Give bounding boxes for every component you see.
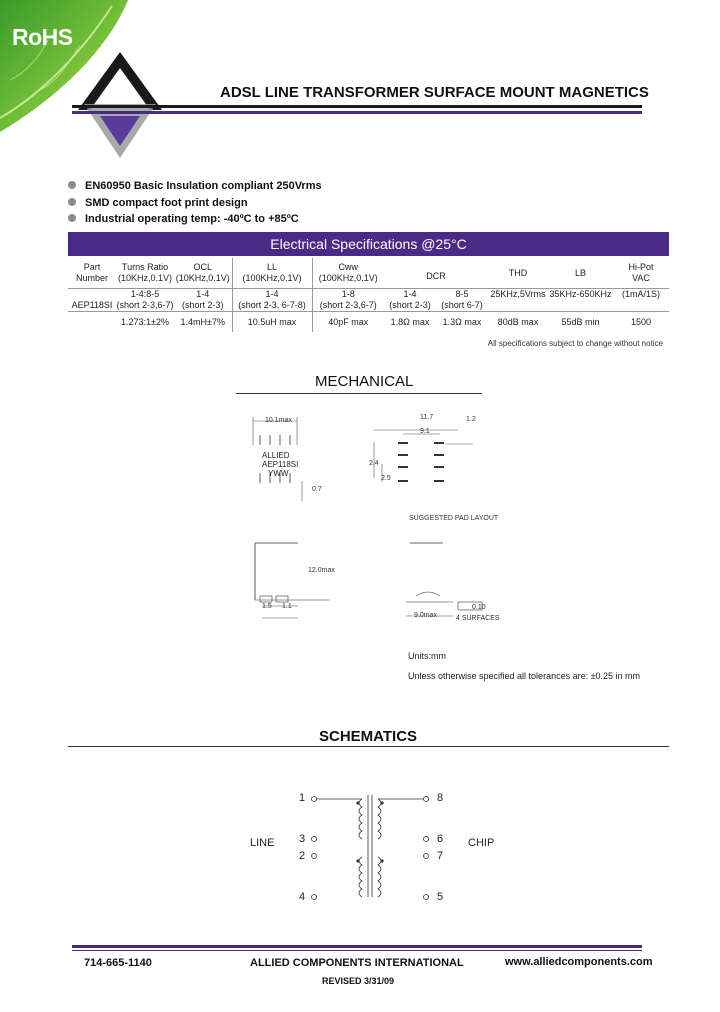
footer-company: ALLIED COMPONENTS INTERNATIONAL	[250, 957, 464, 969]
dim-label: 1.2	[466, 416, 476, 423]
pad-layout-caption: SUGGESTED PAD LAYOUT	[409, 515, 499, 522]
dim-label: 11.7	[420, 414, 434, 421]
units-note: Units:mm	[408, 651, 446, 661]
pin-label: 8	[437, 792, 444, 804]
spec-table-title: Electrical Specifications @25°C	[68, 232, 669, 256]
schematics-divider	[68, 746, 669, 747]
footer-website[interactable]: www.alliedcomponents.com	[505, 956, 653, 968]
dim-label: 12.0max	[308, 567, 335, 574]
bullet-icon	[68, 214, 76, 222]
dim-label: 1.5	[262, 603, 272, 610]
part-marking: ALLIED AEP118SI YWW	[262, 451, 299, 478]
spec-value-row: 1.273:1±2% 1.4mH±7% 10.5uH max 40pF max 1.8Ω max 1.3Ω max 80dB max 55dB min 1500	[68, 312, 669, 333]
dim-label: 2.5	[381, 475, 391, 482]
pin-label: 1	[299, 792, 306, 804]
chip-label: CHIP	[468, 837, 495, 849]
pin-label: 2	[299, 850, 306, 862]
dim-label: 9.0max	[414, 612, 437, 619]
pin-label: 3	[299, 833, 306, 845]
feature-item: Industrial operating temp: -40ºC to +85ºC	[68, 213, 299, 225]
pin-label: 6	[437, 833, 444, 845]
title-divider	[72, 105, 642, 108]
side-view-drawing	[250, 538, 340, 623]
mechanical-divider	[236, 393, 482, 394]
allied-logo-icon	[70, 46, 170, 158]
rohs-label: RoHS	[12, 24, 73, 50]
footer-revised: REVISED 3/31/09	[322, 976, 395, 986]
bullet-icon	[68, 181, 76, 189]
line-label: LINE	[250, 837, 275, 849]
flatness-value: 0.10	[472, 604, 486, 611]
schematics-heading: SCHEMATICS	[319, 728, 418, 745]
title-divider-accent	[72, 111, 642, 114]
spec-subheader-row: AEP118SI 1-4:8-5 (short 2-3,6-7) 1-4 (short 2-3) 1-4 (short 2-3, 6-7-8) 1-8 (short 2-3,6-7) 1-4 (short 2-3) 8-5 (short 6-7) 25KHz,5Vrms 35KHz-650KHz (1mA/1S)	[68, 289, 669, 312]
dim-label: 0.7	[312, 486, 322, 493]
dim-label: 1.1	[282, 603, 292, 610]
footer-phone: 714-665-1140	[84, 957, 152, 969]
mechanical-heading: MECHANICAL	[315, 373, 414, 390]
page-title: ADSL LINE TRANSFORMER SURFACE MOUNT MAGNETICS	[220, 84, 649, 101]
pin-label: 7	[437, 850, 444, 862]
pin-label: 4	[299, 891, 306, 903]
dim-label: 10.1max	[265, 417, 292, 424]
spec-table	[68, 258, 669, 332]
bullet-icon	[68, 198, 76, 206]
dim-label: 9.1	[420, 428, 430, 435]
feature-item: EN60950 Basic Insulation compliant 250Vrms	[68, 180, 322, 192]
spec-note: All specifications subject to change without notice	[487, 339, 663, 348]
feature-item: SMD compact foot print design	[68, 197, 248, 209]
footer-divider-thin	[72, 950, 642, 951]
flatness-caption: 4 SURFACES	[456, 615, 500, 622]
pin-label: 5	[437, 891, 444, 903]
footer-divider	[72, 945, 642, 948]
tolerance-note: Unless otherwise specified all tolerances are: ±0.25 in mm	[408, 671, 641, 681]
dim-label: 2.4	[369, 460, 379, 467]
transformer-schematic	[300, 785, 440, 910]
spec-header-row: Part Number Turns Ratio (10KHz,0.1V) OCL (10KHz,0.1V) LL (100KHz,0.1V) Cww (100KHz,0.1V) DCR THD LB Hi-Pot VAC	[68, 258, 669, 289]
